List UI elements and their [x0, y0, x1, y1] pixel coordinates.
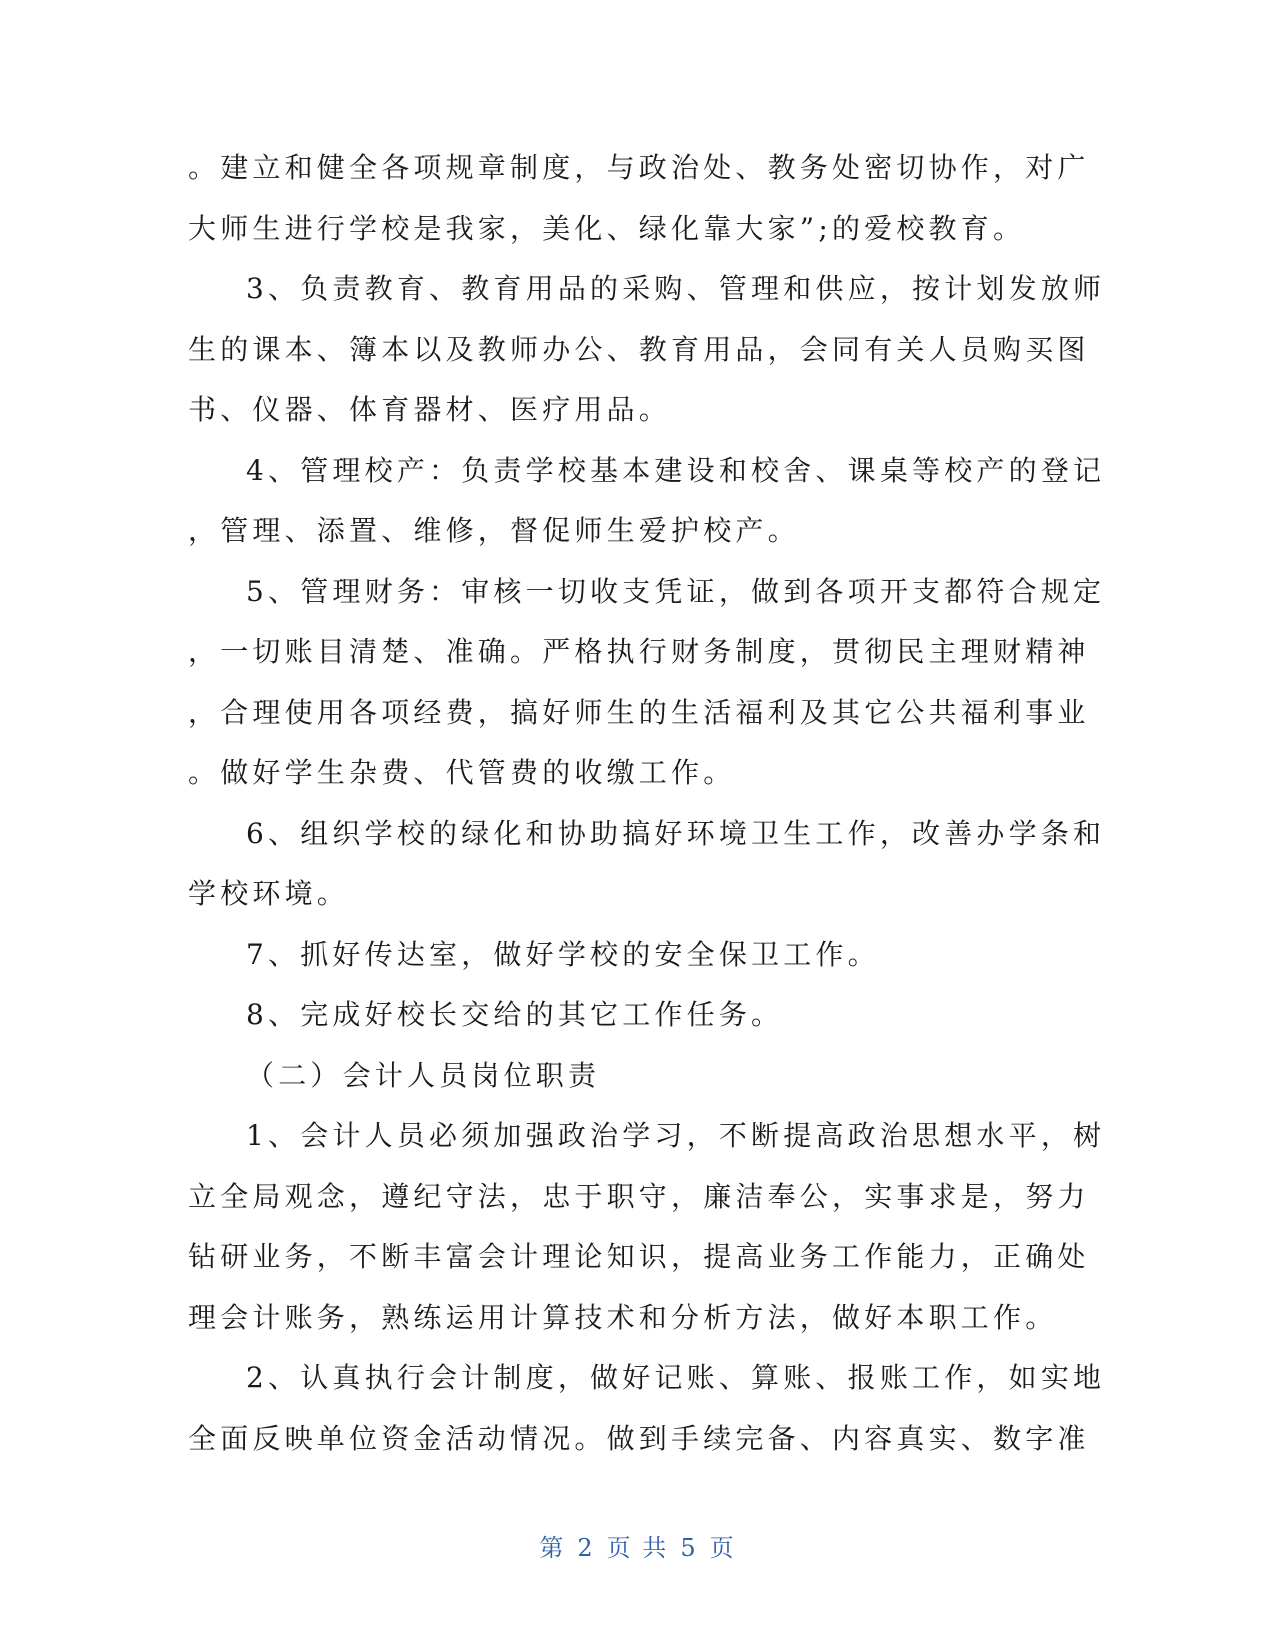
text-line: 1、会计人员必须加强政治学习，不断提高政治思想水平，树: [246, 1119, 1106, 1152]
text-line: 。做好学生杂费、代管费的收缴工作。: [188, 756, 736, 789]
text-line: 钻研业务，不断丰富会计理论知识，提高业务工作能力，正确处: [188, 1240, 1090, 1273]
text-line: 3、负责教育、教育用品的采购、管理和供应，按计划发放师: [246, 272, 1106, 305]
text-line: 学校环境。: [188, 877, 350, 910]
text-line: 2、认真执行会计制度，做好记账、算账、报账工作，如实地: [246, 1361, 1106, 1394]
text-line: 理会计账务，熟练运用计算技术和分析方法，做好本职工作。: [188, 1300, 1058, 1334]
text-line: 大师生进行学校是我家，美化、绿化靠大家”;的爱校教育。: [188, 211, 1026, 245]
section-heading: （二）会计人员岗位职责: [246, 1058, 601, 1092]
text-line: ，合理使用各项经费，搞好师生的生活福利及其它公共福利事业: [188, 695, 1090, 729]
text-line: 8、完成好校长交给的其它工作任务。: [246, 998, 784, 1031]
text-line: 4、管理校产：负责学校基本建设和校舍、课桌等校产的登记: [246, 453, 1106, 487]
text-line: 全面反映单位资金活动情况。做到手续完备、内容真实、数字准: [188, 1421, 1090, 1455]
page-label-prefix: 第: [539, 1534, 566, 1562]
total-pages-number: 5: [680, 1534, 698, 1562]
text-line: 生的课本、簿本以及教师办公、教育用品，会同有关人员购买图: [188, 332, 1090, 366]
text-line: ，管理、添置、维修，督促师生爱护校产。: [188, 514, 800, 547]
text-line: 5、管理财务：审核一切收支凭证，做到各项开支都符合规定: [246, 574, 1106, 608]
text-line: ，一切账目清楚、准确。严格执行财务制度，贯彻民主理财精神: [188, 635, 1090, 668]
text-line: 6、组织学校的绿化和协助搞好环境卫生工作，改善办学条和: [246, 816, 1106, 850]
text-line: 。建立和健全各项规章制度，与政治处、教务处密切协作，对广: [188, 151, 1090, 184]
page-footer: [0, 1528, 1275, 1563]
text-line: 立全局观念，遵纪守法，忠于职守，廉洁奉公，实事求是，努力: [188, 1179, 1090, 1213]
text-line: 7、抓好传达室，做好学校的安全保卫工作。: [246, 937, 880, 971]
current-page-number: 2: [577, 1534, 595, 1562]
text-line: 书、仪器、体育器材、医疗用品。: [188, 393, 672, 426]
document-body: [188, 138, 1106, 1469]
page-label-middle: 页 共: [606, 1534, 669, 1562]
page-label-suffix: 页: [709, 1534, 736, 1562]
